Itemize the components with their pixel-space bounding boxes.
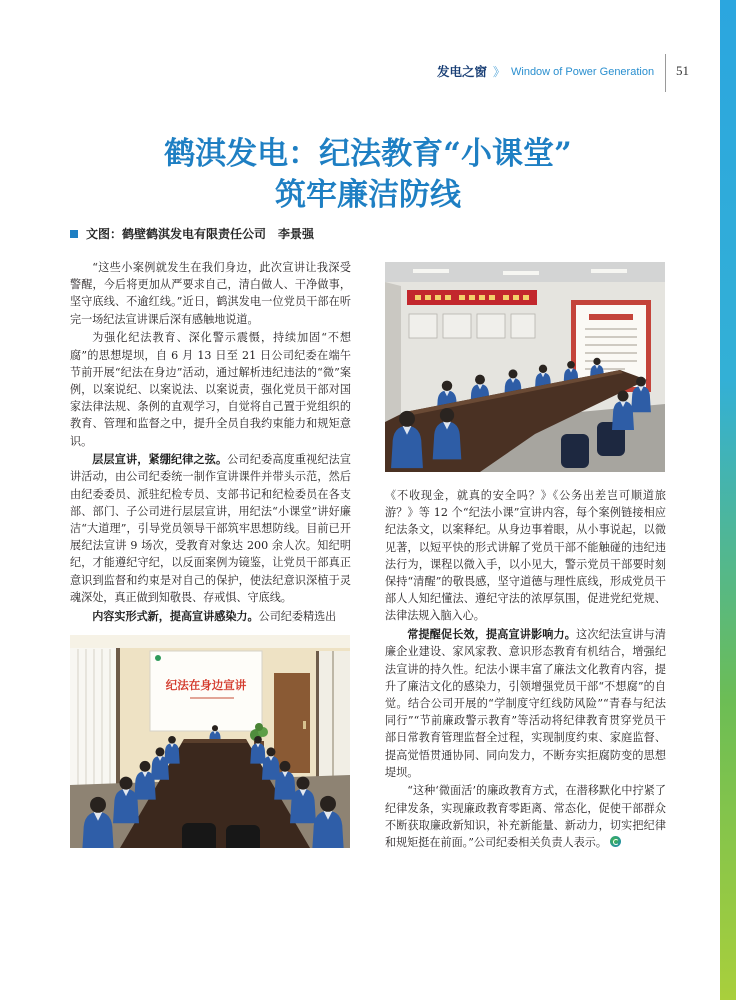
right-column [385, 262, 666, 853]
projection-screen [150, 651, 262, 731]
paragraph [385, 487, 666, 625]
meeting-room-2-illustration [70, 635, 350, 848]
paragraph [385, 782, 666, 851]
paragraph [70, 259, 351, 328]
side-wall [385, 282, 401, 424]
paragraph-text: 公司纪委高度重视纪法宣讲活动，由公司纪委统一制作宣讲课件并带头示范，然后由纪委委员、派驻纪检专员、支部书记和纪检委员在各支部、部门、子公司进行层层宣讲，用纪法“小课堂”讲好廉洁“大道理”，引导党员领导干部筑牢思想防线。目前已开展纪法宣讲 9 场次，受教育对象达 200 余人次。知纪明纪，才能遵纪守纪，以反面案例为镜鉴，让党员干部真正意识到监督和约束是对自己的保护，使法纪意识深植于灵魂深处，真正做到知敬畏、存戒惧、守底线。 [70, 453, 351, 604]
byline-text: 文图：鹤壁鹤淇发电有限责任公司 李景强 [86, 227, 315, 241]
meeting-room-1-illustration [385, 262, 665, 472]
photo-meeting-room-2 [70, 635, 350, 848]
double-chevron-icon: 》 [493, 65, 506, 79]
paragraph-text: 为强化纪法教育、深化警示震慑，持续加固“不想腐”的思想堤坝，自 6 月 13 日至 21 日公司纪委在端午节前开展“纪法在身边”活动，通过解析违纪违法的“微”案例，以案说纪、以案说法、以案说责，强化党员干部对国家法律法规、条例的直观学习，自觉将自己置于党组织的教育、管理和监督之中，提升全员自我约束能力和规矩意识。 [70, 331, 351, 448]
paragraph [385, 626, 666, 781]
paragraph-text: “这些小案例就发生在我们身边，此次宣讲让我深受警醒，今后将更加从严要求自己，清白做人、干净做事，坚守底线、不逾红线。”近日，鹤淇发电一位党员干部在听完一场纪法宣讲课后深有感触地说道。 [70, 261, 351, 326]
screen-logo-icon [155, 655, 161, 661]
paragraph-text: 《不收现金，就真的安全吗？》《公务出差岂可顺道旅游？》等 12 个“纪法小课”宣讲内容，每个案例链接相应纪法条文，以案释纪。从身边事着眼，从小事说起，以微见著，以短平快的形式讲解了党员干部不能触碰的违纪违法行为，课程以微入手，以小见大，警示党员干部要时刻保持“清醒”的敬畏感，坚守道德与理性底线，形成党员干部人人知纪懂法、遵纪守法的浓厚氛围，促进党纪党规、法律法规入脑入心。 [385, 489, 666, 623]
paragraph-text: “这种‘微面活’的廉政教育方式，在潜移默化中拧紧了纪律发条，实现廉政教育零距离、常态化，促使干部群众不断获取廉政新知识，补充新能量、新动力，切实把纪律和规矩挺在前面。”公司纪委相关负责人表示。 [385, 784, 666, 850]
page-number: 51 [676, 63, 689, 78]
header-divider [665, 54, 666, 92]
left-column [70, 259, 351, 848]
left-window [70, 648, 120, 785]
paragraph [70, 608, 351, 625]
paragraph [70, 329, 351, 449]
screen-title: 纪法在身边宣讲 [165, 677, 247, 692]
article-title [0, 134, 736, 216]
paragraph-lead: 层层宣讲，紧绷纪律之弦。 [92, 453, 228, 467]
paragraph-text: 这次纪法宣讲与清廉企业建设、家风家教、意识形态教育有机结合，增强纪法宣讲的持久性。纪法小课丰富了廉法文化教育内容，提升了廉洁文化的感染力，引领增强党员干部“不想腐”的自觉。结合公司开展的“学制度守红线防风险”“青春与纪法同行”“节前廉政警示教育”等活动将纪律教育贯穿党员干部日常教育管理监督全过程，实现制度约束、家庭监督、提高觉悟贯通协同、同向发力，不断夯实拒腐防变的思想堤坝。 [385, 628, 666, 779]
paragraph-text: 公司纪委精选出 [258, 609, 337, 623]
photo-meeting-room-1 [385, 262, 665, 472]
title-line-1: 鹤淇发电：纪法教育“小课堂” [164, 136, 572, 172]
title-line-2: 筑牢廉洁防线 [275, 177, 461, 213]
paragraph-lead: 常提醒促长效，提高宣讲影响力。 [407, 628, 577, 642]
byline [70, 226, 314, 242]
red-banner [407, 290, 537, 305]
paragraph-lead: 内容实形式新，提高宣讲感染力。 [92, 609, 259, 623]
section-name-en: Window of Power Generation [511, 66, 655, 78]
square-bullet-icon [70, 230, 78, 238]
right-window [316, 651, 350, 777]
ceiling [70, 635, 350, 648]
paragraph [70, 451, 351, 606]
end-mark-icon [610, 836, 621, 847]
wooden-door [274, 673, 310, 773]
section-name-cn: 发电之窗 [437, 64, 488, 79]
